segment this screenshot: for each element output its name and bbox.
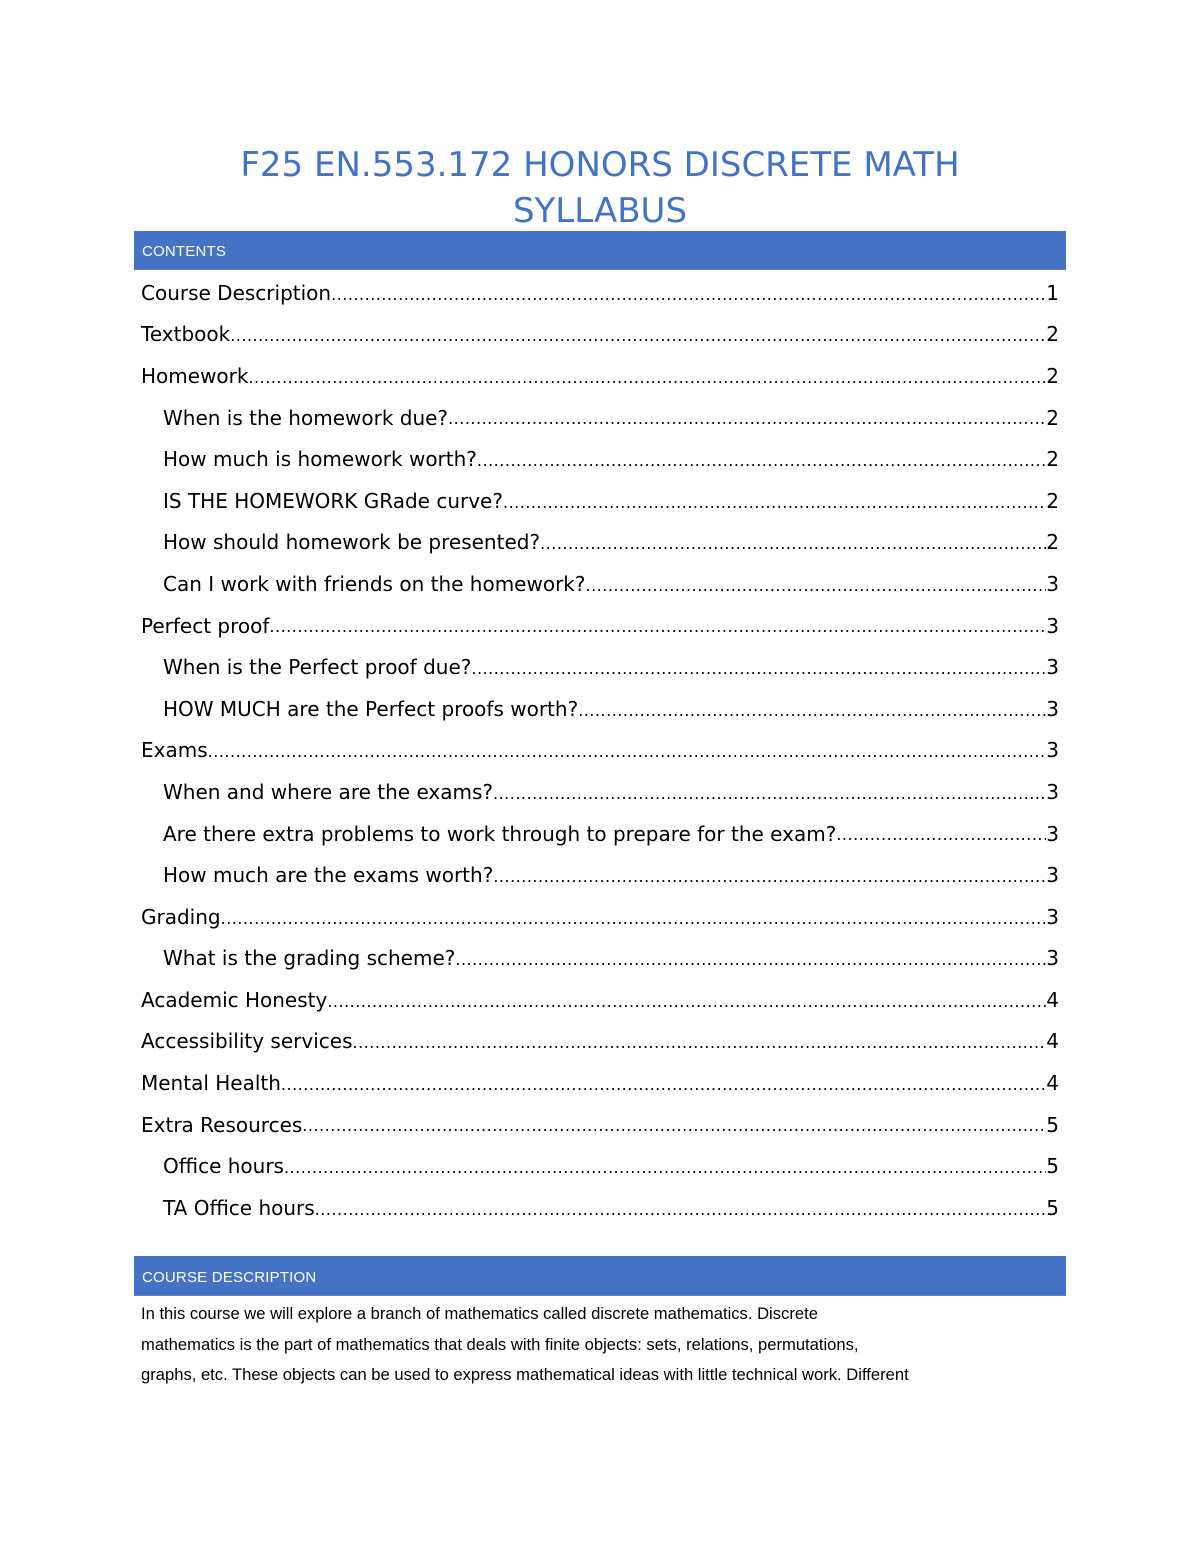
course-description-heading-bar bbox=[134, 1256, 1066, 1296]
toc-entry[interactable] bbox=[141, 688, 1059, 730]
dot-leader bbox=[578, 699, 1046, 730]
toc-entry[interactable] bbox=[141, 480, 1059, 522]
dot-leader bbox=[221, 907, 1047, 938]
toc-entry[interactable] bbox=[141, 314, 1059, 356]
dot-leader bbox=[208, 740, 1047, 771]
paragraph-line: graphs, etc. These objects can be used to express mathematical ideas with little technical work. Different bbox=[141, 1365, 909, 1384]
dot-leader bbox=[230, 324, 1046, 355]
toc-entry[interactable] bbox=[141, 1062, 1059, 1104]
toc-entry[interactable] bbox=[141, 854, 1059, 896]
toc-entry-title[interactable]: Grading bbox=[141, 904, 221, 929]
toc-page-number[interactable]: 3 bbox=[1046, 613, 1059, 638]
toc-page-number[interactable]: 3 bbox=[1046, 655, 1059, 680]
toc-page-number[interactable]: 4 bbox=[1046, 987, 1059, 1012]
toc-entry-title[interactable]: Course Description bbox=[141, 280, 332, 305]
toc-entry-title[interactable]: How should homework be presented? bbox=[163, 530, 541, 555]
toc-entry-title[interactable]: Office hours bbox=[163, 1154, 284, 1179]
toc-entry-title[interactable]: How much are the exams worth? bbox=[163, 863, 494, 888]
toc-entry[interactable] bbox=[141, 896, 1059, 938]
toc-entry[interactable] bbox=[141, 397, 1059, 439]
dot-leader bbox=[269, 615, 1046, 646]
dot-leader bbox=[331, 283, 1046, 314]
toc-page-number[interactable]: 5 bbox=[1046, 1195, 1059, 1220]
toc-entry-title[interactable]: HOW MUCH are the Perfect proofs worth? bbox=[163, 696, 579, 721]
toc-page-number[interactable]: 2 bbox=[1046, 447, 1059, 472]
dot-leader bbox=[302, 1114, 1046, 1145]
toc-page-number[interactable]: 5 bbox=[1046, 1154, 1059, 1179]
dot-leader bbox=[284, 1156, 1046, 1187]
dot-leader bbox=[836, 823, 1046, 854]
toc-entry-title[interactable]: Accessibility services bbox=[141, 1029, 353, 1054]
contents-heading-bar bbox=[134, 231, 1066, 270]
title-line-1: F25 EN.553.172 HONORS DISCRETE MATH bbox=[240, 145, 960, 185]
toc-entry[interactable] bbox=[141, 563, 1059, 605]
toc-entry[interactable] bbox=[141, 272, 1059, 314]
toc-entry[interactable] bbox=[141, 1187, 1059, 1229]
dot-leader bbox=[493, 865, 1046, 896]
course-description-text bbox=[141, 1299, 1066, 1391]
toc-entry[interactable] bbox=[141, 438, 1059, 480]
toc-entry[interactable] bbox=[141, 771, 1059, 813]
toc-page-number[interactable]: 3 bbox=[1046, 821, 1059, 846]
toc-entry-title[interactable]: Are there extra problems to work through to prepare for the exam? bbox=[163, 821, 837, 846]
toc-page-number[interactable]: 3 bbox=[1046, 863, 1059, 888]
dot-leader bbox=[281, 1073, 1046, 1104]
dot-leader bbox=[352, 1031, 1046, 1062]
toc-entry-title[interactable]: When is the Perfect proof due? bbox=[163, 655, 472, 680]
toc-entry[interactable] bbox=[141, 730, 1059, 772]
toc-entry[interactable] bbox=[141, 1145, 1059, 1187]
toc-page-number[interactable]: 3 bbox=[1046, 904, 1059, 929]
title-line-2: SYLLABUS bbox=[512, 191, 688, 231]
toc-entry-title[interactable]: Extra Resources bbox=[141, 1112, 303, 1137]
toc-page-number[interactable]: 3 bbox=[1046, 571, 1059, 596]
paragraph-line: In this course we will explore a branch of mathematics called discrete mathematics. Discrete bbox=[141, 1304, 818, 1323]
toc-page-number[interactable]: 3 bbox=[1046, 696, 1059, 721]
document-title bbox=[134, 142, 1066, 234]
toc-entry-title[interactable]: TA Office hours bbox=[163, 1195, 315, 1220]
dot-leader bbox=[477, 449, 1046, 480]
toc-entry[interactable] bbox=[141, 1104, 1059, 1146]
toc-page-number[interactable]: 2 bbox=[1046, 363, 1059, 388]
dot-leader bbox=[503, 491, 1046, 522]
dot-leader bbox=[493, 782, 1046, 813]
toc-entry[interactable] bbox=[141, 979, 1059, 1021]
toc-page-number[interactable]: 3 bbox=[1046, 946, 1059, 971]
toc-entry-title[interactable]: When is the homework due? bbox=[163, 405, 449, 430]
toc-entry[interactable] bbox=[141, 646, 1059, 688]
toc-page-number[interactable]: 2 bbox=[1046, 530, 1059, 555]
toc-entry-title[interactable]: IS THE HOMEWORK GRade curve? bbox=[163, 488, 503, 513]
toc-entry-title[interactable]: How much is homework worth? bbox=[163, 447, 477, 472]
dot-leader bbox=[455, 948, 1046, 979]
toc-page-number[interactable]: 4 bbox=[1046, 1029, 1059, 1054]
dot-leader bbox=[586, 574, 1047, 605]
contents-heading: CONTENTS bbox=[142, 243, 227, 260]
toc-page-number[interactable]: 2 bbox=[1046, 322, 1059, 347]
toc-entry-title[interactable]: Homework bbox=[141, 363, 249, 388]
toc-entry[interactable] bbox=[141, 938, 1059, 980]
dot-leader bbox=[448, 407, 1046, 438]
toc-page-number[interactable]: 2 bbox=[1046, 488, 1059, 513]
toc-entry[interactable] bbox=[141, 605, 1059, 647]
dot-leader bbox=[471, 657, 1046, 688]
toc-entry-title[interactable]: What is the grading scheme? bbox=[163, 946, 456, 971]
toc-entry-title[interactable]: Textbook bbox=[141, 322, 231, 347]
toc-entry-title[interactable]: Perfect proof bbox=[141, 613, 270, 638]
paragraph-line: mathematics is the part of mathematics that deals with finite objects: sets, relations, permutations, bbox=[141, 1334, 859, 1354]
toc-entry-title[interactable]: Can I work with friends on the homework? bbox=[163, 571, 586, 596]
toc-page-number[interactable]: 4 bbox=[1046, 1071, 1059, 1096]
table-of-contents bbox=[141, 272, 1059, 1229]
toc-entry-title[interactable]: Exams bbox=[141, 738, 208, 763]
toc-entry-title[interactable]: Academic Honesty bbox=[141, 987, 328, 1012]
dot-leader bbox=[327, 990, 1046, 1021]
toc-page-number[interactable]: 3 bbox=[1046, 779, 1059, 804]
dot-leader bbox=[248, 366, 1046, 397]
toc-page-number[interactable]: 2 bbox=[1046, 405, 1059, 430]
toc-page-number[interactable]: 1 bbox=[1046, 280, 1059, 305]
toc-entry[interactable] bbox=[141, 355, 1059, 397]
dot-leader bbox=[540, 532, 1046, 563]
toc-page-number[interactable]: 3 bbox=[1046, 738, 1059, 763]
dot-leader bbox=[315, 1198, 1047, 1229]
toc-entry[interactable] bbox=[141, 813, 1059, 855]
toc-entry[interactable] bbox=[141, 1021, 1059, 1063]
course-description-heading: COURSE DESCRIPTION bbox=[142, 1269, 317, 1286]
toc-entry[interactable] bbox=[141, 522, 1059, 564]
toc-page-number[interactable]: 5 bbox=[1046, 1112, 1059, 1137]
toc-entry-title[interactable]: When and where are the exams? bbox=[163, 779, 493, 804]
toc-entry-title[interactable]: Mental Health bbox=[141, 1071, 281, 1096]
